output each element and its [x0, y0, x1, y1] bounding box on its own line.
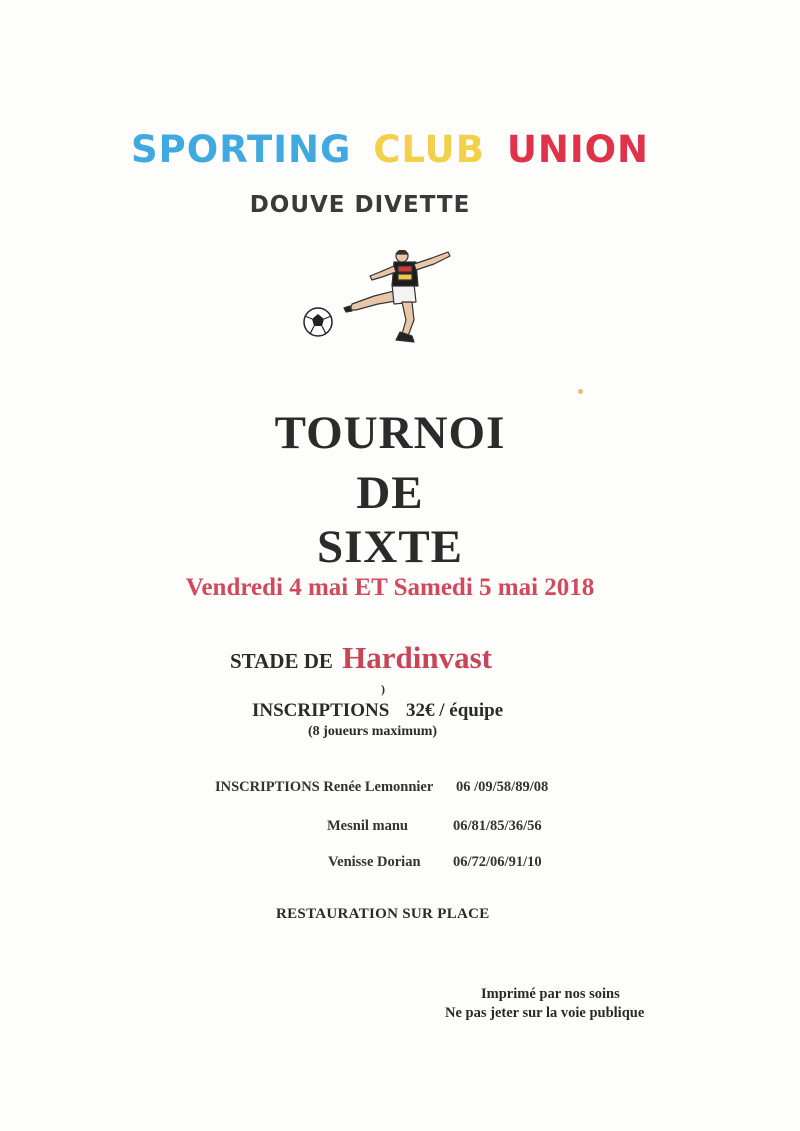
club-title	[0, 128, 780, 171]
footer-do-not-litter: Ne pas jeter sur la voie publique	[445, 1005, 645, 1021]
registration-label: INSCRIPTIONS	[252, 700, 390, 721]
paper-speck	[578, 389, 583, 394]
venue-city: Hardinvast	[342, 640, 492, 675]
stray-parenthesis: )	[381, 682, 385, 696]
registration-fee: 32€ / équipe	[406, 700, 504, 721]
club-title-word-club: CLUB	[373, 128, 485, 171]
contact-row	[328, 854, 568, 874]
event-title-line-2: DE	[356, 467, 424, 519]
club-title-word-union: UNION	[506, 128, 650, 171]
contact-row	[215, 779, 575, 799]
event-dates: Vendredi 4 mai ET Samedi 5 mai 2018	[185, 574, 595, 601]
club-title-word-sporting: SPORTING	[130, 128, 352, 171]
venue-prefix: STADE DE	[230, 649, 333, 673]
club-subtitle: DOUVE DIVETTE	[249, 192, 471, 218]
contact-phone: 06 /09/58/89/08	[456, 779, 549, 795]
contact-phone: 06/72/06/91/10	[453, 854, 542, 870]
catering-notice: RESTAURATION SUR PLACE	[276, 906, 490, 922]
contact-name: Venisse Dorian	[328, 854, 421, 870]
contact-name: INSCRIPTIONS Renée Lemonnier	[215, 779, 434, 795]
soccer-player-kicking-ball-icon	[290, 250, 460, 350]
registration-fee-line	[252, 700, 503, 722]
contact-name: Mesnil manu	[327, 818, 408, 834]
event-title-line-1: TOURNOI	[274, 407, 506, 459]
event-title-line-3: SIXTE	[316, 521, 464, 573]
contact-phone: 06/81/85/36/56	[453, 818, 542, 834]
footer-printed-by: Imprimé par nos soins	[481, 986, 620, 1002]
venue	[230, 640, 492, 676]
contact-row	[327, 818, 567, 838]
registration-max-players: (8 joueurs maximum)	[308, 724, 438, 739]
